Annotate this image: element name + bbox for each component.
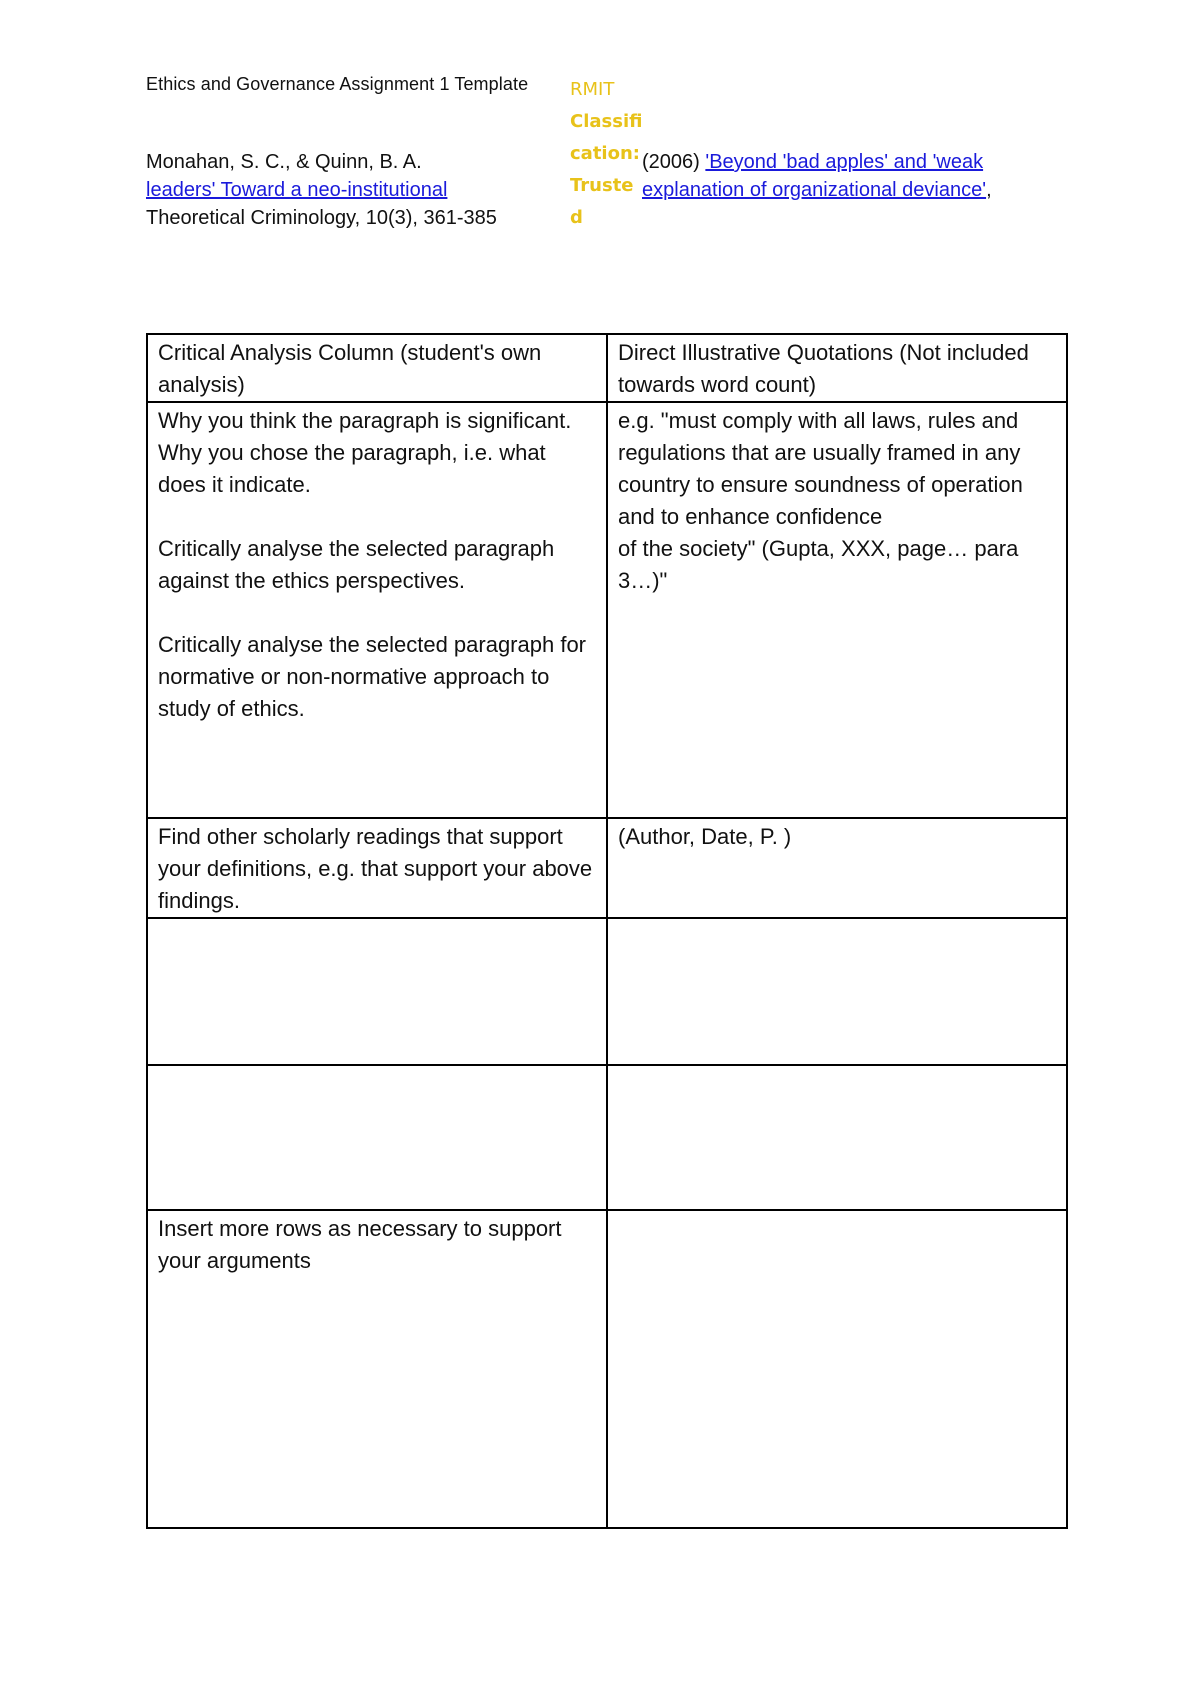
classification-label (570, 74, 644, 234)
citation-comma: , (986, 179, 992, 201)
table-row (147, 1065, 1067, 1210)
quotation-text: of the society" (Gupta, XXX, page… para 3…)" (618, 536, 1019, 593)
citation-title-link[interactable]: 'Beyond 'bad apples' and 'weak (705, 151, 984, 173)
empty-cell[interactable] (607, 1065, 1067, 1210)
analysis-table (146, 333, 1068, 1529)
citation-right-block (642, 148, 1072, 204)
table-row (147, 402, 1067, 818)
insert-rows-cell[interactable]: Insert more rows as necessary to support your arguments (147, 1210, 607, 1528)
empty-cell[interactable] (607, 1210, 1067, 1528)
table-header-row (147, 334, 1067, 402)
empty-cell[interactable] (607, 918, 1067, 1065)
classification-line: Truste (570, 175, 634, 196)
scholarly-readings-cell[interactable]: Find other scholarly readings that support your definitions, e.g. that support your above findings. (147, 818, 607, 918)
guidance-paragraph: Critically analyse the selected paragraph against the ethics perspectives. (158, 536, 555, 593)
classification-line: Classifi (570, 111, 643, 132)
citation-title-link[interactable]: explanation of organizational deviance' (642, 179, 987, 201)
guidance-paragraph: Why you think the paragraph is significant. (158, 408, 572, 433)
empty-cell[interactable] (147, 1065, 607, 1210)
empty-cell[interactable] (147, 918, 607, 1065)
citation-journal: Theoretical Criminology, 10(3), 361-385 (146, 207, 497, 229)
guidance-paragraph: Critically analyse the selected paragraph for normative or non-normative approach to study of ethics. (158, 632, 587, 721)
analysis-guidance-cell[interactable] (147, 402, 607, 818)
table-row (147, 818, 1067, 918)
document-title: Ethics and Governance Assignment 1 Template (146, 74, 529, 94)
guidance-paragraph: Why you chose the paragraph, i.e. what does it indicate. (158, 440, 546, 497)
header-critical-analysis: Critical Analysis Column (student's own analysis) (147, 334, 607, 402)
classification-line: RMIT (570, 79, 615, 100)
classification-line: d (570, 207, 583, 228)
citation-left-block (146, 148, 576, 232)
quotation-text: e.g. "must comply with all laws, rules and regulations that are usually framed in any country to ensure soundness of operation and to enhance confidence (618, 408, 1023, 529)
citation-title-link[interactable]: leaders' Toward a neo-institutional (146, 179, 448, 201)
header-direct-quotations: Direct Illustrative Quotations (Not included towards word count) (607, 334, 1067, 402)
table-row (147, 1210, 1067, 1528)
citation-year: (2006) (642, 151, 700, 173)
table-row (147, 918, 1067, 1065)
citation-format-cell[interactable]: (Author, Date, P. ) (607, 818, 1067, 918)
classification-line: cation: (570, 143, 640, 164)
quotation-example-cell[interactable] (607, 402, 1067, 818)
citation-authors: Monahan, S. C., & Quinn, B. A. (146, 151, 422, 173)
